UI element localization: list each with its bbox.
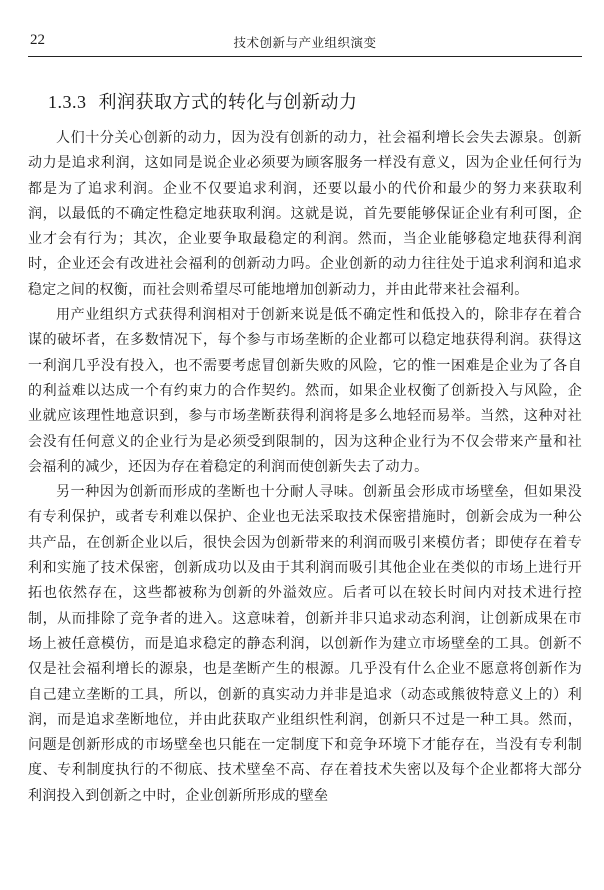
paragraph-1: 人们十分关心创新的动力，因为没有创新的动力，社会福利增长会失去源泉。创新动力是追求利润，这如同是说企业必须要为顾客服务一样没有意义，因为企业任何行为都是为了追求利润。企业不仅要追求利润，还要以最小的代价和最少的努力来获取利润，以最低的不确定性稳定地获取利润。这就是说，首先要能够保证企业有利可图，企业才会有行为；其次，企业要争取最稳定的利润。然而，当企业能够稳定地获得利润时，企业还会有改进社会福利的创新动力吗。企业创新的动力往往处于追求利润和追求稳定之间的权衡，而社会则希望尽可能地增加创新动力，并由此带来社会福利。 (28, 130, 582, 298)
section-title: 利润获取方式的转化与创新动力 (98, 92, 358, 113)
page-number: 22 (30, 32, 45, 48)
page-header (28, 30, 582, 57)
section-number: 1.3.3 (48, 92, 87, 112)
paragraph-2: 用产业组织方式获得利润相对于创新来说是低不确定性和低投入的，除非存在着合谋的破坏者，在多数情况下，每个参与市场垄断的企业都可以稳定地获得利润。获得这一利润几乎没有投入，也不需要考虑冒创新失败的风险，它的惟一困难是企业为了各自的利益难以达成一个有约束力的合作契约。然而，如果企业权衡了创新投入与风险，企业就应该理性地意识到，参与市场垄断获得利润将是多么地轻而易举。当然，这种对社会没有任何意义的企业行为是必须受到限制的，因为这种企业行为不仅会带来产量和社会福利的减少，还因为存在着稳定的利润而使创新失去了动力。 (28, 307, 582, 475)
paragraph-3: 另一种因为创新而形成的垄断也十分耐人寻味。创新虽会形成市场壁垒，但如果没有专利保护，或者专利难以保护、企业也无法采取技术保密措施时，创新会成为一种公共产品，在创新企业以后，很快会因为创新带来的利润而吸引来模仿者；即使存在着专利和实施了技术保密，创新成功以及由于其利润而吸引其他企业在类似的市场上进行开拓也依然存在，这些都被称为创新的外溢效应。后者可以在较长时间内对技术进行控制，从而排除了竞争者的进入。这意味着，创新并非只追求动态利润，让创新成果在市场上被任意模仿，而是追求稳定的静态利润，以创新作为建立市场壁垒的工具。创新不仅是社会福利增长的源泉，也是垄断产生的根源。几乎没有什么企业不愿意将创新作为自己建立垄断的工具，所以，创新的真实动力并非是追求（动态或熊彼特意义上的）利润，而是追求垄断地位，并由此获取产业组织性利润，创新只不过是一种工具。然而，问题是创新形成的市场壁垒也只能在一定制度下和竞争环境下才能存在，当没有专利制度、专利制度执行的不彻底、技术壁垒不高、存在着技术失密以及每个企业都将大部分利润投入到创新之中时，企业创新所形成的壁垒 (28, 484, 582, 804)
running-title: 技术创新与产业组织演变 (233, 35, 377, 50)
body-text (28, 126, 582, 809)
section-heading (48, 88, 358, 114)
